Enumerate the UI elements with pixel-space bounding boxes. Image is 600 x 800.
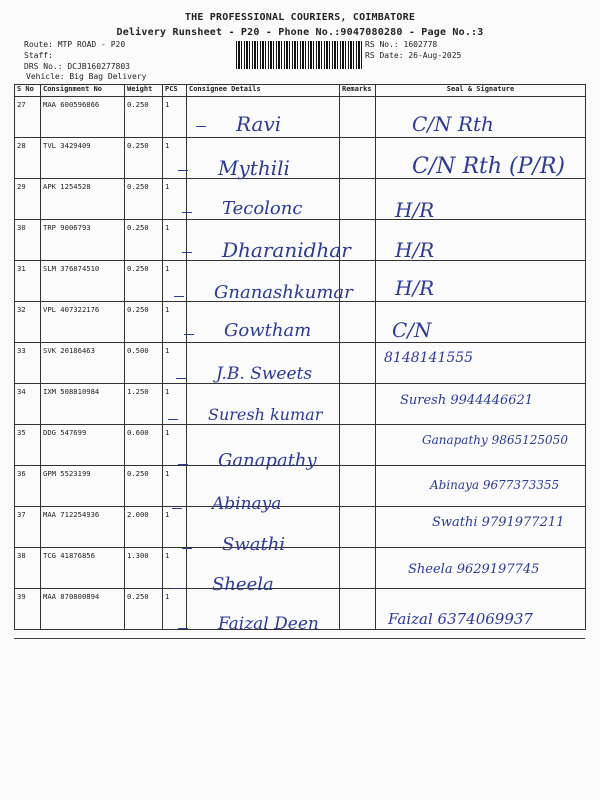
handwritten-dash bbox=[172, 508, 182, 509]
cell-consignment-no: VPL 407322176 bbox=[41, 302, 125, 343]
handwritten-dash bbox=[178, 464, 188, 465]
route-label: Route: MTP ROAD - P20 bbox=[24, 40, 126, 49]
signature-handwriting: Sheela 9629197745 bbox=[408, 562, 540, 577]
cell-consignment-no: DDG 547699 bbox=[41, 425, 125, 466]
cell-weight: 0.250 bbox=[125, 466, 163, 507]
cell-sno: 33 bbox=[15, 343, 41, 384]
cell-consignment-no: TRP 9006793 bbox=[41, 220, 125, 261]
signature-handwriting: H/R bbox=[395, 198, 435, 222]
cell-sno: 31 bbox=[15, 261, 41, 302]
cell-pcs: 1 bbox=[163, 179, 187, 220]
consignee-handwriting: Dharanidhar bbox=[222, 238, 351, 262]
cell-sno: 38 bbox=[15, 548, 41, 589]
cell-remarks bbox=[340, 425, 376, 466]
cell-pcs: 1 bbox=[163, 261, 187, 302]
cell-remarks bbox=[340, 97, 376, 138]
cell-sno: 35 bbox=[15, 425, 41, 466]
cell-consignment-no: MAA 870800894 bbox=[41, 589, 125, 630]
consignee-handwriting: Gnanashkumar bbox=[214, 282, 353, 303]
cell-sno: 39 bbox=[15, 589, 41, 630]
cell-sno: 36 bbox=[15, 466, 41, 507]
cell-weight: 0.250 bbox=[125, 589, 163, 630]
cell-pcs: 1 bbox=[163, 97, 187, 138]
cell-remarks bbox=[340, 466, 376, 507]
col-header-consignment: Consignment No bbox=[41, 85, 125, 97]
cell-consignment-no: SVK 20186463 bbox=[41, 343, 125, 384]
cell-pcs: 1 bbox=[163, 548, 187, 589]
cell-remarks bbox=[340, 343, 376, 384]
consignee-handwriting: J.B. Sweets bbox=[216, 364, 313, 384]
cell-sno: 27 bbox=[15, 97, 41, 138]
cell-weight: 0.250 bbox=[125, 220, 163, 261]
cell-pcs: 1 bbox=[163, 343, 187, 384]
cell-pcs: 1 bbox=[163, 425, 187, 466]
cell-weight: 0.600 bbox=[125, 425, 163, 466]
cell-remarks bbox=[340, 302, 376, 343]
cell-pcs: 1 bbox=[163, 384, 187, 425]
cell-weight: 1.250 bbox=[125, 384, 163, 425]
cell-pcs: 1 bbox=[163, 507, 187, 548]
cell-consignment-no: APK 1254528 bbox=[41, 179, 125, 220]
signature-handwriting: Suresh 9944446621 bbox=[400, 393, 534, 408]
signature-handwriting: Swathi 9791977211 bbox=[432, 515, 565, 530]
cell-consignment-no: TCG 41876856 bbox=[41, 548, 125, 589]
consignee-handwriting: Abinaya bbox=[212, 494, 282, 514]
consignee-handwriting: Mythili bbox=[218, 156, 290, 180]
handwritten-dash bbox=[184, 334, 194, 335]
handwritten-dash bbox=[178, 628, 188, 629]
cell-consignment-no: IXM 508810984 bbox=[41, 384, 125, 425]
cell-weight: 1.300 bbox=[125, 548, 163, 589]
consignee-handwriting: Gowtham bbox=[224, 320, 312, 341]
cell-consignment-no: SLM 376874510 bbox=[41, 261, 125, 302]
signature-handwriting: 8148141555 bbox=[384, 350, 474, 366]
runsheet-subtitle: Delivery Runsheet - P20 - Phone No.:9047080280 - Page No.:3 bbox=[116, 27, 484, 38]
consignee-handwriting: Tecolonc bbox=[222, 198, 303, 219]
cell-sno: 29 bbox=[15, 179, 41, 220]
handwritten-dash bbox=[182, 212, 192, 213]
col-header-weight: Weight bbox=[125, 85, 163, 97]
col-header-pcs: PCS bbox=[163, 85, 187, 97]
handwritten-dash bbox=[182, 548, 192, 549]
cell-pcs: 1 bbox=[163, 302, 187, 343]
consignee-handwriting: Ganapathy bbox=[218, 450, 317, 471]
cell-remarks bbox=[340, 384, 376, 425]
cell-remarks bbox=[340, 179, 376, 220]
signature-handwriting: Abinaya 9677373355 bbox=[430, 478, 560, 492]
cell-sno: 37 bbox=[15, 507, 41, 548]
cell-sno: 32 bbox=[15, 302, 41, 343]
cell-pcs: 1 bbox=[163, 220, 187, 261]
rs-date: RS Date: 26-Aug-2025 bbox=[365, 51, 462, 60]
cell-weight: 2.000 bbox=[125, 507, 163, 548]
handwritten-dash bbox=[176, 378, 186, 379]
cell-consignment-no: TVL 3429409 bbox=[41, 138, 125, 179]
staff-label: Staff: bbox=[24, 51, 53, 60]
cell-sno: 30 bbox=[15, 220, 41, 261]
cell-consignment-no: MAA 712254936 bbox=[41, 507, 125, 548]
signature-handwriting: C/N Rth bbox=[412, 112, 494, 136]
consignee-handwriting: Swathi bbox=[222, 534, 286, 555]
barcode-image bbox=[236, 41, 362, 69]
consignee-handwriting: Faizal Deen bbox=[218, 614, 319, 634]
consignee-handwriting: Suresh kumar bbox=[208, 405, 323, 424]
col-header-sno: S No bbox=[15, 85, 41, 97]
col-header-signature: Seal & Signature bbox=[376, 85, 586, 97]
handwritten-dash bbox=[182, 252, 192, 253]
cell-sno: 34 bbox=[15, 384, 41, 425]
table-row bbox=[15, 97, 586, 138]
rs-number: RS No.: 1602778 bbox=[365, 40, 438, 49]
consignee-handwriting: Sheela bbox=[212, 574, 274, 595]
vehicle-label: Vehicle: Big Bag Delivery bbox=[26, 72, 147, 81]
handwritten-dash bbox=[172, 588, 182, 589]
cell-weight: 0.250 bbox=[125, 261, 163, 302]
cell-remarks bbox=[340, 548, 376, 589]
signature-handwriting: H/R bbox=[395, 276, 435, 300]
cell-pcs: 1 bbox=[163, 466, 187, 507]
handwritten-dash bbox=[196, 126, 206, 127]
table-bottom-rule bbox=[14, 638, 585, 639]
cell-remarks bbox=[340, 589, 376, 630]
cell-remarks bbox=[340, 138, 376, 179]
cell-sno: 28 bbox=[15, 138, 41, 179]
cell-consignment-no: GPM 5523199 bbox=[41, 466, 125, 507]
cell-weight: 0.250 bbox=[125, 138, 163, 179]
cell-remarks bbox=[340, 507, 376, 548]
cell-weight: 0.500 bbox=[125, 343, 163, 384]
cell-weight: 0.250 bbox=[125, 179, 163, 220]
signature-handwriting: Faizal 6374069937 bbox=[388, 610, 533, 628]
table-header-row bbox=[15, 85, 586, 97]
consignee-handwriting: Ravi bbox=[236, 112, 282, 136]
drs-number: DRS No.: DCJB160277803 bbox=[24, 62, 130, 71]
handwritten-dash bbox=[178, 170, 188, 171]
signature-handwriting: H/R bbox=[395, 238, 435, 262]
handwritten-dash bbox=[174, 296, 184, 297]
cell-pcs: 1 bbox=[163, 138, 187, 179]
col-header-remarks: Remarks bbox=[340, 85, 376, 97]
signature-handwriting: C/N bbox=[392, 318, 432, 342]
company-title: THE PROFESSIONAL COURIERS, COIMBATORE bbox=[184, 12, 416, 23]
cell-weight: 0.250 bbox=[125, 302, 163, 343]
cell-consignment-no: MAA 600596866 bbox=[41, 97, 125, 138]
signature-handwriting: Ganapathy 9865125050 bbox=[422, 433, 568, 447]
cell-pcs: 1 bbox=[163, 589, 187, 630]
handwritten-dash bbox=[168, 419, 178, 420]
cell-weight: 0.250 bbox=[125, 97, 163, 138]
signature-handwriting: C/N Rth (P/R) bbox=[412, 154, 566, 179]
col-header-consignee: Consignee Details bbox=[187, 85, 340, 97]
